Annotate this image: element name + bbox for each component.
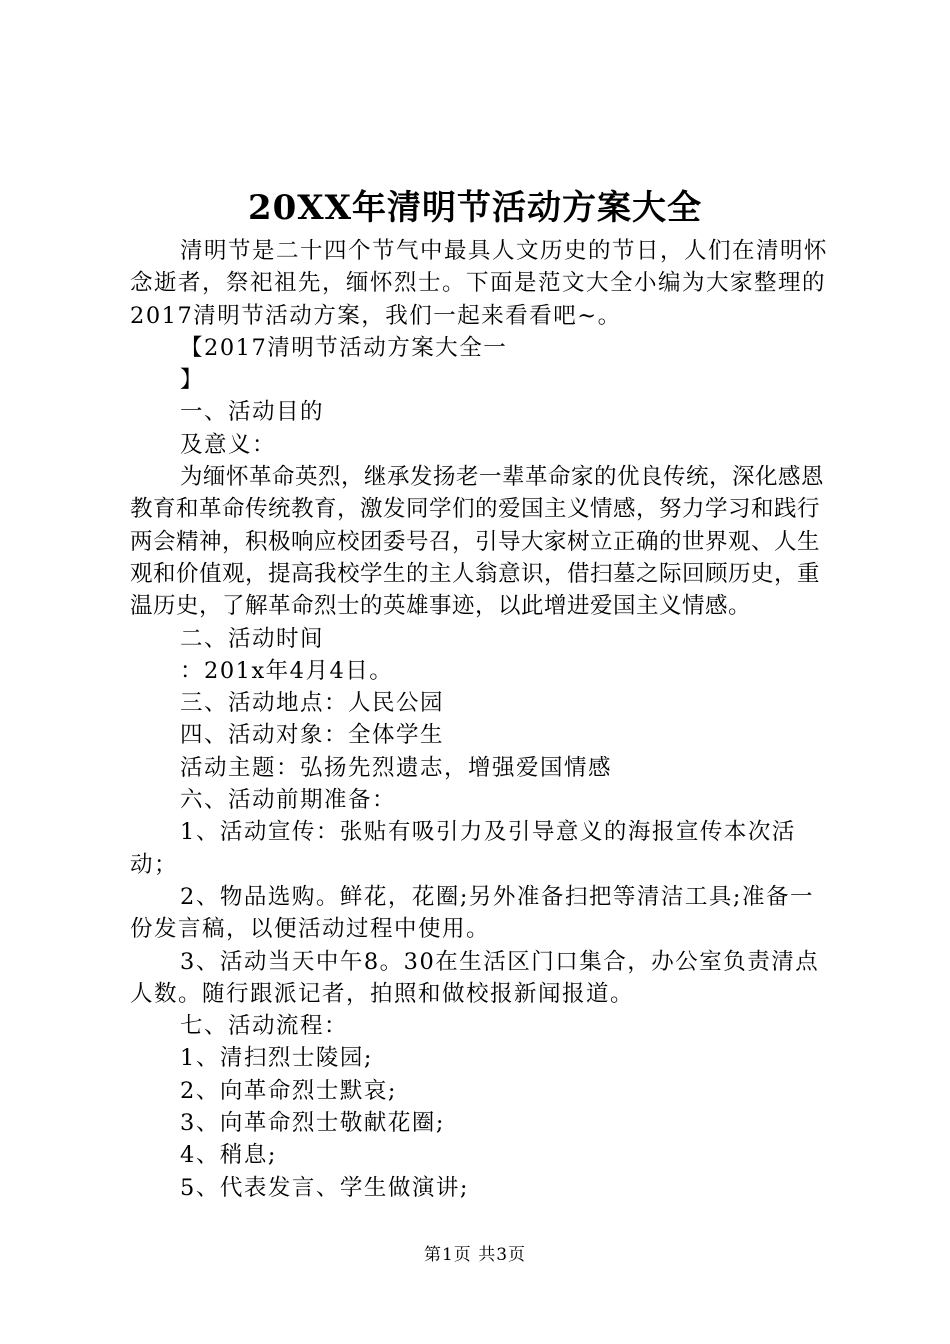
process-item: 5、代表发言、学生做演讲; <box>180 1174 469 1201</box>
document-title: 20XX年清明节活动方案大全 <box>247 188 703 228</box>
preparation-item: 3、活动当天中午8。30在生活区门口集合，办公室负责清点人数。随行跟派记者，拍照和做校报新闻报道。 <box>130 948 820 1007</box>
process-item: 4、稍息; <box>180 1142 277 1169</box>
heading-time: 二、活动时间 <box>180 625 325 652</box>
section-heading-bracket: 】 <box>180 367 205 394</box>
preparation-item: 1、活动宣传：张贴有吸引力及引导意义的海报宣传本次活动； <box>130 819 796 878</box>
document-body <box>130 235 830 1204</box>
time-value: ：201x年4月4日。 <box>180 657 394 684</box>
page-footer: 第1页 共3页 <box>423 1245 527 1265</box>
heading-purpose: 一、活动目的 <box>180 399 325 426</box>
audience-line: 四、活动对象：全体学生 <box>180 722 445 749</box>
theme-line: 活动主题：弘扬先烈遗志，增强爱国情感 <box>180 754 613 781</box>
process-item: 3、向革命烈士敬献花圈; <box>180 1110 445 1137</box>
purpose-paragraph: 为缅怀革命英烈，继承发扬老一辈革命家的优良传统，深化感恩教育和革命传统教育，激发同学们的爱国主义情感，努力学习和践行两会精神，积极响应校团委号召，引导大家树立正确的世界观、人生观和价值观，提高我校学生的主人翁意识，借扫墓之际回顾历史，重温历史，了解革命烈士的英雄事迹，以此增进爱国主义情感。 <box>130 464 825 620</box>
section-heading-plan-one: 【2017清明节活动方案大全一 <box>180 334 508 361</box>
heading-preparation: 六、活动前期准备： <box>180 787 397 814</box>
preparation-item: 2、物品选购。鲜花，花圈;另外准备扫把等清洁工具;准备一份发言稿，以便活动过程中使用。 <box>130 883 814 943</box>
heading-process: 七、活动流程： <box>180 1013 349 1040</box>
process-item: 2、向革命烈士默哀; <box>180 1077 397 1104</box>
heading-significance: 及意义： <box>180 431 277 458</box>
location-line: 三、活动地点：人民公园 <box>180 690 445 717</box>
process-item: 1、清扫烈士陵园; <box>180 1045 373 1072</box>
intro-paragraph: 清明节是二十四个节气中最具人文历史的节日，人们在清明怀念逝者，祭祀祖先，缅怀烈士。下面是范文大全小编为大家整理的2017清明节活动方案，我们一起来看看吧~。 <box>130 238 829 329</box>
